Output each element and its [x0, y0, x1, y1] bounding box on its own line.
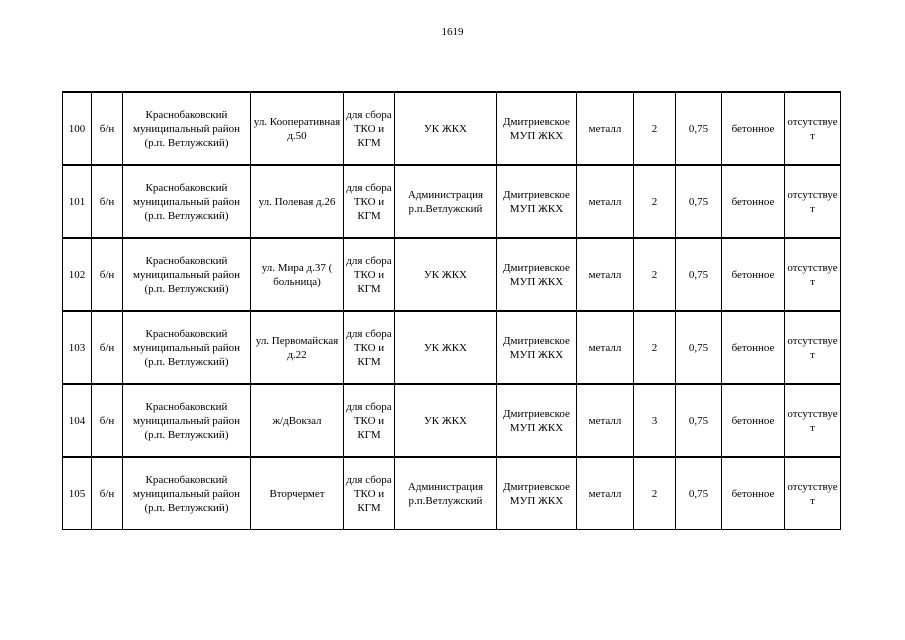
cell-container-count: 3: [634, 384, 676, 457]
cell-operator: УК ЖКХ: [395, 238, 497, 311]
cell-row-number: 103: [63, 311, 92, 384]
cell-district: Краснобаковский муниципальный район (р.п. Ветлужский): [123, 457, 251, 530]
waste-sites-table: [62, 91, 841, 530]
cell-registry-number: б/н: [92, 384, 123, 457]
cell-registry-number: б/н: [92, 165, 123, 238]
cell-address: Вторчермет: [251, 457, 344, 530]
table-row: [63, 165, 841, 238]
cell-fencing: отсутствует: [785, 457, 841, 530]
cell-surface-type: бетонное: [722, 92, 785, 165]
cell-operator: УК ЖКХ: [395, 92, 497, 165]
cell-surface-type: бетонное: [722, 311, 785, 384]
cell-address: ул. Первомайская д.22: [251, 311, 344, 384]
cell-operator: УК ЖКХ: [395, 311, 497, 384]
cell-container-volume: 0,75: [676, 311, 722, 384]
cell-purpose: для сбора ТКО и КГМ: [344, 238, 395, 311]
cell-fencing: отсутствует: [785, 238, 841, 311]
cell-container-material: металл: [577, 384, 634, 457]
cell-registry-number: б/н: [92, 457, 123, 530]
cell-container-material: металл: [577, 311, 634, 384]
cell-district: Краснобаковский муниципальный район (р.п. Ветлужский): [123, 311, 251, 384]
cell-row-number: 105: [63, 457, 92, 530]
cell-container-volume: 0,75: [676, 384, 722, 457]
page-number: 1619: [441, 26, 464, 38]
cell-address: ул. Полевая д.26: [251, 165, 344, 238]
cell-operator: УК ЖКХ: [395, 384, 497, 457]
cell-purpose: для сбора ТКО и КГМ: [344, 457, 395, 530]
cell-surface-type: бетонное: [722, 238, 785, 311]
cell-container-count: 2: [634, 92, 676, 165]
cell-owner: Дмитриевское МУП ЖКХ: [497, 457, 577, 530]
cell-row-number: 104: [63, 384, 92, 457]
cell-container-count: 2: [634, 165, 676, 238]
cell-fencing: отсутствует: [785, 384, 841, 457]
cell-surface-type: бетонное: [722, 457, 785, 530]
cell-row-number: 100: [63, 92, 92, 165]
cell-container-material: металл: [577, 165, 634, 238]
cell-owner: Дмитриевское МУП ЖКХ: [497, 92, 577, 165]
cell-owner: Дмитриевское МУП ЖКХ: [497, 238, 577, 311]
cell-district: Краснобаковский муниципальный район (р.п. Ветлужский): [123, 384, 251, 457]
cell-address: ул. Мира д.37 ( больница): [251, 238, 344, 311]
cell-address: ж/дВокзал: [251, 384, 344, 457]
table-row: [63, 457, 841, 530]
cell-surface-type: бетонное: [722, 165, 785, 238]
cell-district: Краснобаковский муниципальный район (р.п. Ветлужский): [123, 165, 251, 238]
cell-row-number: 101: [63, 165, 92, 238]
cell-fencing: отсутствует: [785, 92, 841, 165]
cell-operator: Администрация р.п.Ветлужский: [395, 457, 497, 530]
table-row: [63, 238, 841, 311]
cell-registry-number: б/н: [92, 311, 123, 384]
cell-registry-number: б/н: [92, 92, 123, 165]
cell-container-material: металл: [577, 238, 634, 311]
cell-fencing: отсутствует: [785, 311, 841, 384]
cell-district: Краснобаковский муниципальный район (р.п. Ветлужский): [123, 92, 251, 165]
cell-container-count: 2: [634, 311, 676, 384]
cell-container-count: 2: [634, 457, 676, 530]
cell-surface-type: бетонное: [722, 384, 785, 457]
cell-purpose: для сбора ТКО и КГМ: [344, 311, 395, 384]
table-row: [63, 311, 841, 384]
cell-container-volume: 0,75: [676, 238, 722, 311]
cell-owner: Дмитриевское МУП ЖКХ: [497, 384, 577, 457]
cell-container-count: 2: [634, 238, 676, 311]
cell-container-volume: 0,75: [676, 165, 722, 238]
cell-row-number: 102: [63, 238, 92, 311]
cell-container-volume: 0,75: [676, 457, 722, 530]
cell-fencing: отсутствует: [785, 165, 841, 238]
table-row: [63, 92, 841, 165]
table-row: [63, 384, 841, 457]
cell-operator: Администрация р.п.Ветлужский: [395, 165, 497, 238]
cell-purpose: для сбора ТКО и КГМ: [344, 92, 395, 165]
cell-purpose: для сбора ТКО и КГМ: [344, 384, 395, 457]
table-body: [63, 92, 841, 530]
cell-owner: Дмитриевское МУП ЖКХ: [497, 311, 577, 384]
cell-container-material: металл: [577, 457, 634, 530]
cell-owner: Дмитриевское МУП ЖКХ: [497, 165, 577, 238]
cell-container-volume: 0,75: [676, 92, 722, 165]
cell-registry-number: б/н: [92, 238, 123, 311]
cell-address: ул. Кооперативная д.50: [251, 92, 344, 165]
cell-district: Краснобаковский муниципальный район (р.п. Ветлужский): [123, 238, 251, 311]
cell-container-material: металл: [577, 92, 634, 165]
cell-purpose: для сбора ТКО и КГМ: [344, 165, 395, 238]
